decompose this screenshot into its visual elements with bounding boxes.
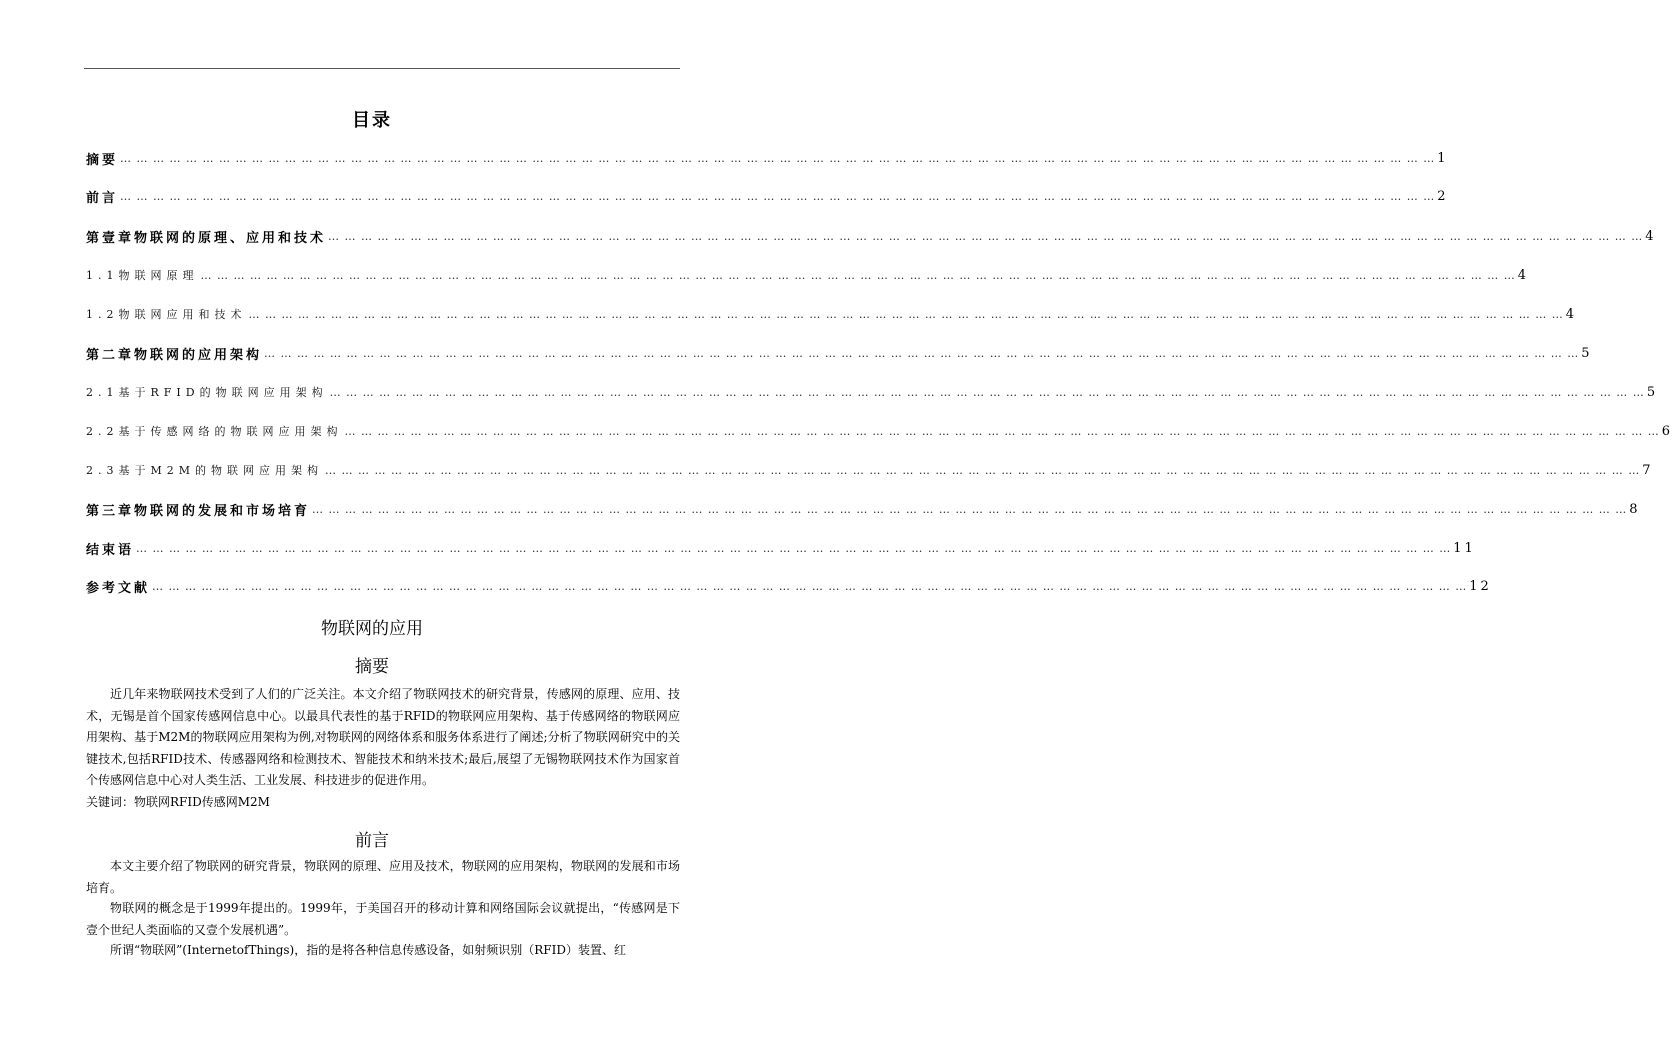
toc-entry[interactable] <box>86 148 1449 168</box>
toc-entry-label: 1.1物联网原理 <box>86 269 199 282</box>
toc-leader: … … … … … … … … … … … … … … … … … … … … … … … … … … … … … … … … … … … … … … … … … … … … … … … … … … … … … … … … … … … … … … … … … … … … … … … … … … … … … … … … <box>120 151 1436 165</box>
toc-entry-page: 4 <box>1565 306 1578 322</box>
toc-entry[interactable] <box>86 460 1654 480</box>
toc-entry[interactable] <box>86 538 1476 558</box>
document-title: 物联网的应用 <box>321 619 423 639</box>
toc-entry[interactable] <box>86 343 1593 363</box>
toc-entry-page: 4 <box>1645 228 1657 244</box>
toc-entry-page: 4 <box>1517 267 1530 283</box>
toc-entry-page: 1 <box>1437 150 1449 166</box>
toc-entry-page: 5 <box>1646 384 1659 400</box>
toc-entry-label: 1.2物联网应用和技术 <box>86 308 247 321</box>
preface-paragraph-2: 物联网的概念是于1999年提出的。1999年，于美国召开的移动计算和网络国际会议就提出，“传感网是下壹个世纪人类面临的又壹个发展机遇”。 <box>86 901 680 937</box>
preface-paragraph-3: 所谓“物联网”(InternetofThings)，指的是将各种信息传感设备，如射频识别（RFID）装置、红 <box>110 943 626 957</box>
toc-title: 目录 <box>352 110 392 131</box>
toc-leader: … … … … … … … … … … … … … … … … … … … … … … … … … … … … … … … … … … … … … … … … … … … … … … … … … … … … … … … … … … … … … … … … … … … … … … … … … … … … … … … … <box>328 229 1644 243</box>
toc-entry-label: 第三章物联网的发展和市场培育 <box>86 503 311 519</box>
toc-entry[interactable] <box>86 421 1673 441</box>
preface-paragraph-1: 本文主要介绍了物联网的研究背景，物联网的原理、应用及技术，物联网的应用架构，物联网的发展和市场培育。 <box>86 859 680 895</box>
toc-leader: … … … … … … … … … … … … … … … … … … … … … … … … … … … … … … … … … … … … … … … … … … … … … … … … … … … … … … … … … … … … … … … … … … … … … … … … … … … … … … … … <box>136 541 1452 555</box>
toc-leader: … … … … … … … … … … … … … … … … … … … … … … … … … … … … … … … … … … … … … … … … … … … … … … … … … … … … … … … … … … … … … … … … … … … … … … … … … … … … … … … … <box>200 268 1516 282</box>
toc-entry-label: 前言 <box>86 190 119 206</box>
toc-entry-label: 参考文献 <box>86 580 151 596</box>
header-rule <box>84 68 680 69</box>
toc-entry-label: 2.3基于M2M的物联网应用架构 <box>86 464 324 477</box>
toc-entry[interactable] <box>86 499 1641 519</box>
toc-entry-label: 2.1基于RFID的物联网应用架构 <box>86 386 328 399</box>
abstract-heading: 摘要 <box>355 657 389 677</box>
toc-entry-page: 8 <box>1629 501 1641 517</box>
preface-heading: 前言 <box>355 831 389 851</box>
toc-leader: … … … … … … … … … … … … … … … … … … … … … … … … … … … … … … … … … … … … … … … … … … … … … … … … … … … … … … … … … … … … … … … … … … … … … … … … … … … … … … … … <box>248 307 1564 321</box>
toc-entry-label: 结束语 <box>86 542 135 558</box>
toc-entry-page: 2 <box>1437 188 1449 204</box>
toc-entry-page: 5 <box>1581 345 1593 361</box>
toc-leader: … … … … … … … … … … … … … … … … … … … … … … … … … … … … … … … … … … … … … … … … … … … … … … … … … … … … … … … … … … … … … … … … … … … … … … … … … … … … … … … … <box>312 502 1628 516</box>
toc-entry-label: 2.2基于传感网络的物联网应用架构 <box>86 425 343 438</box>
toc-leader: … … … … … … … … … … … … … … … … … … … … … … … … … … … … … … … … … … … … … … … … … … … … … … … … … … … … … … … … … … … … … … … … … … … … … … … … … … … … … … … … <box>264 346 1580 360</box>
toc-leader: … … … … … … … … … … … … … … … … … … … … … … … … … … … … … … … … … … … … … … … … … … … … … … … … … … … … … … … … … … … … … … … … … … … … … … … … … … … … … … … … <box>152 579 1468 593</box>
toc-entry[interactable] <box>86 304 1578 324</box>
toc-entry-label: 第壹章物联网的原理、应用和技术 <box>86 230 327 246</box>
toc-entry-page: 11 <box>1453 540 1476 556</box>
toc-entry-page: 12 <box>1469 578 1492 594</box>
toc-leader: … … … … … … … … … … … … … … … … … … … … … … … … … … … … … … … … … … … … … … … … … … … … … … … … … … … … … … … … … … … … … … … … … … … … … … … … … … … … … … … … <box>325 463 1641 477</box>
toc-entry-label: 第二章物联网的应用架构 <box>86 347 263 363</box>
toc-entry-label: 摘要 <box>86 152 119 168</box>
toc-entry[interactable] <box>86 382 1659 402</box>
toc-entry-page: 7 <box>1642 462 1654 478</box>
abstract-body: 近几年来物联网技术受到了人们的广泛关注。本文介绍了物联网技术的研究背景，传感网的原理、应用、技术，无锡是首个国家传感网信息中心。以最具代表性的基于RFID的物联网应用架构、基于传感网络的物联网应用架构、基于M2M的物联网应用架构为例,对物联网的网络体系和服务体系进行了阐述;分析了物联网研究中的关键技术,包括RFID技术、传感器网络和检测技术、智能技术和纳米技术;最后,展望了无锡物联网技术作为国家首个传感网信息中心对人类生活、工业发展、科技进步的促进作用。 <box>86 687 680 787</box>
toc-entry[interactable] <box>86 186 1449 206</box>
toc-entry-page: 6 <box>1661 423 1673 439</box>
toc-entry[interactable] <box>86 226 1657 246</box>
toc-leader: … … … … … … … … … … … … … … … … … … … … … … … … … … … … … … … … … … … … … … … … … … … … … … … … … … … … … … … … … … … … … … … … … … … … … … … … … … … … … … … … <box>120 189 1436 203</box>
keywords-line: 关键词：物联网RFID传感网M2M <box>86 795 270 809</box>
toc-entry[interactable] <box>86 576 1492 596</box>
toc-leader: … … … … … … … … … … … … … … … … … … … … … … … … … … … … … … … … … … … … … … … … … … … … … … … … … … … … … … … … … … … … … … … … … … … … … … … … … … … … … … … … <box>344 424 1660 438</box>
toc-leader: … … … … … … … … … … … … … … … … … … … … … … … … … … … … … … … … … … … … … … … … … … … … … … … … … … … … … … … … … … … … … … … … … … … … … … … … … … … … … … … … <box>329 385 1645 399</box>
toc-entry[interactable] <box>86 265 1530 285</box>
